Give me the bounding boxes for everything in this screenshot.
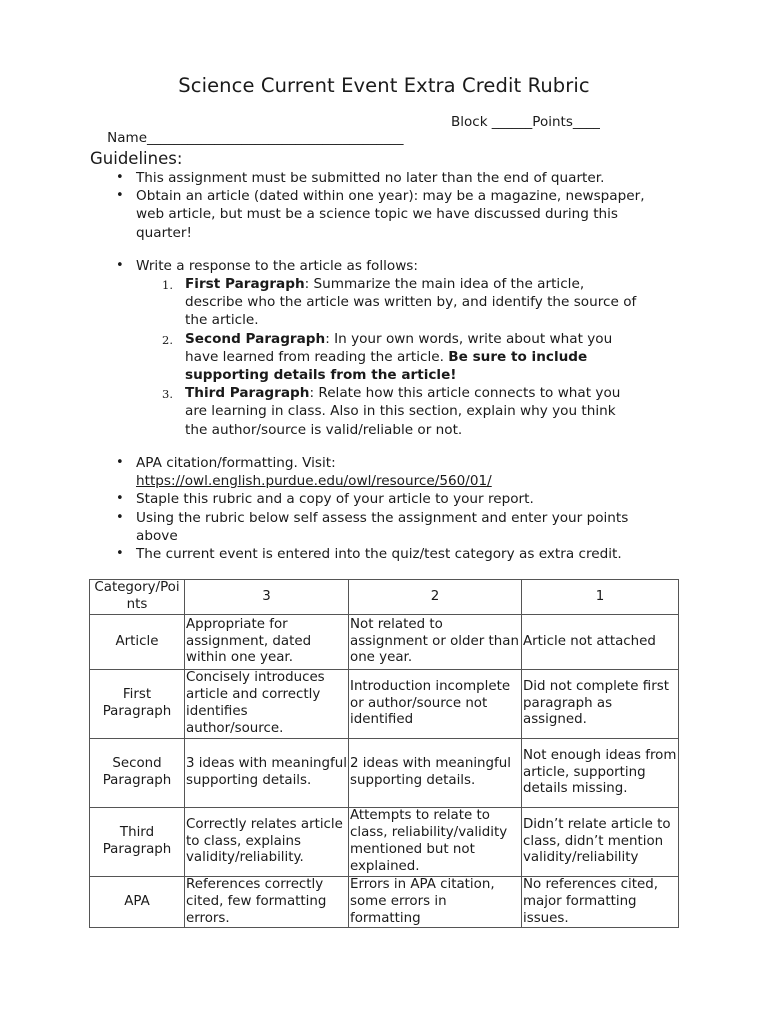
paragraph-label: Second Paragraph xyxy=(185,330,326,347)
block-points-line: Block ______Points____ xyxy=(451,114,600,130)
list-item: • Using the rubric below self assess the assignment and enter your points above xyxy=(90,509,650,545)
table-cell: Introduction incomplete or author/source not identified xyxy=(349,670,522,739)
header-cell-3: 3 xyxy=(185,580,349,615)
page-title: Science Current Event Extra Credit Rubric xyxy=(178,74,590,97)
table-cell: Concisely introduces article and correctly identifies author/source. xyxy=(185,670,349,739)
category-cell: Second Paragraph xyxy=(90,739,185,808)
response-intro-list xyxy=(90,257,650,275)
paragraph-text: : Summarize the main idea of the article, describe who the article was written by, and identify the source of the article. xyxy=(185,276,637,329)
name-line: Name______________________________________ xyxy=(107,130,404,146)
table-row xyxy=(90,670,679,739)
paragraph-list xyxy=(140,275,640,439)
table-cell: Errors in APA citation, some errors in formatting xyxy=(349,877,522,928)
paragraph-item-first xyxy=(140,275,640,330)
table-cell: Did not complete first paragraph as assigned. xyxy=(522,670,679,739)
category-cell: Article xyxy=(90,615,185,670)
table-cell: Correctly relates article to class, explains validity/reliability. xyxy=(185,808,349,877)
category-cell: First Paragraph xyxy=(90,670,185,739)
table-cell: Not related to assignment or older than one year. xyxy=(349,615,522,670)
paragraph-item-third xyxy=(140,384,640,439)
list-item-apa xyxy=(90,454,650,490)
apa-link[interactable]: https://owl.english.purdue.edu/owl/resource/560/01/ xyxy=(136,473,492,490)
paragraph-text: : In your own words, write about what you have learned from reading the article. xyxy=(185,330,613,365)
list-item: • This assignment must be submitted no later than the end of quarter. xyxy=(90,169,650,187)
paragraph-number: 2. xyxy=(162,332,173,347)
apa-text: APA citation/formatting. Visit: xyxy=(136,455,336,471)
paragraph-label: First Paragraph xyxy=(185,276,305,292)
header-cell-1: 1 xyxy=(522,580,679,615)
list-item: • The current event is entered into the quiz/test category as extra credit. xyxy=(90,545,650,563)
paragraph-item-second xyxy=(140,330,640,385)
guidelines-list-top xyxy=(90,169,650,242)
guidelines-heading: Guidelines: xyxy=(90,149,183,168)
table-cell: No references cited, major formatting issues. xyxy=(522,877,679,928)
table-cell: 3 ideas with meaningful supporting details. xyxy=(185,739,349,808)
table-cell: References correctly cited, few formatting errors. xyxy=(185,877,349,928)
rubric-table xyxy=(89,579,679,928)
paragraph-bold-text: Be sure to include supporting details from the article! xyxy=(185,348,588,384)
list-item: • Obtain an article (dated within one year): may be a magazine, newspaper, web article, but must be a science topic we have discussed during this quarter! xyxy=(90,187,650,242)
category-cell: Third Paragraph xyxy=(90,808,185,877)
paragraph-number: 3. xyxy=(162,387,173,402)
table-row xyxy=(90,877,679,928)
table-row xyxy=(90,615,679,670)
table-row xyxy=(90,739,679,808)
response-intro: • Write a response to the article as follows: xyxy=(90,257,650,275)
table-cell: Appropriate for assignment, dated within one year. xyxy=(185,615,349,670)
paragraph-number: 1. xyxy=(162,278,173,292)
table-cell: 2 ideas with meaningful supporting details. xyxy=(349,739,522,808)
table-row xyxy=(90,808,679,877)
table-cell: Article not attached xyxy=(522,615,679,670)
table-header-row xyxy=(90,580,679,615)
category-cell: APA xyxy=(90,877,185,928)
table-cell: Attempts to relate to class, reliability/validity mentioned but not explained. xyxy=(349,808,522,877)
paragraph-label: Third Paragraph xyxy=(185,385,310,402)
list-item: • Staple this rubric and a copy of your article to your report. xyxy=(90,490,650,508)
table-cell: Didn’t relate article to class, didn’t mention validity/reliability xyxy=(522,808,679,877)
guidelines-list-bottom xyxy=(90,454,650,563)
paragraph-text: : Relate how this article connects to what you are learning in class. Also in this section, explain why you think the author/source is valid/reliable or not. xyxy=(185,385,621,438)
header-cell-category: Category/Points xyxy=(90,580,185,615)
header-cell-2: 2 xyxy=(349,580,522,615)
table-cell: Not enough ideas from article, supporting details missing. xyxy=(522,739,679,808)
